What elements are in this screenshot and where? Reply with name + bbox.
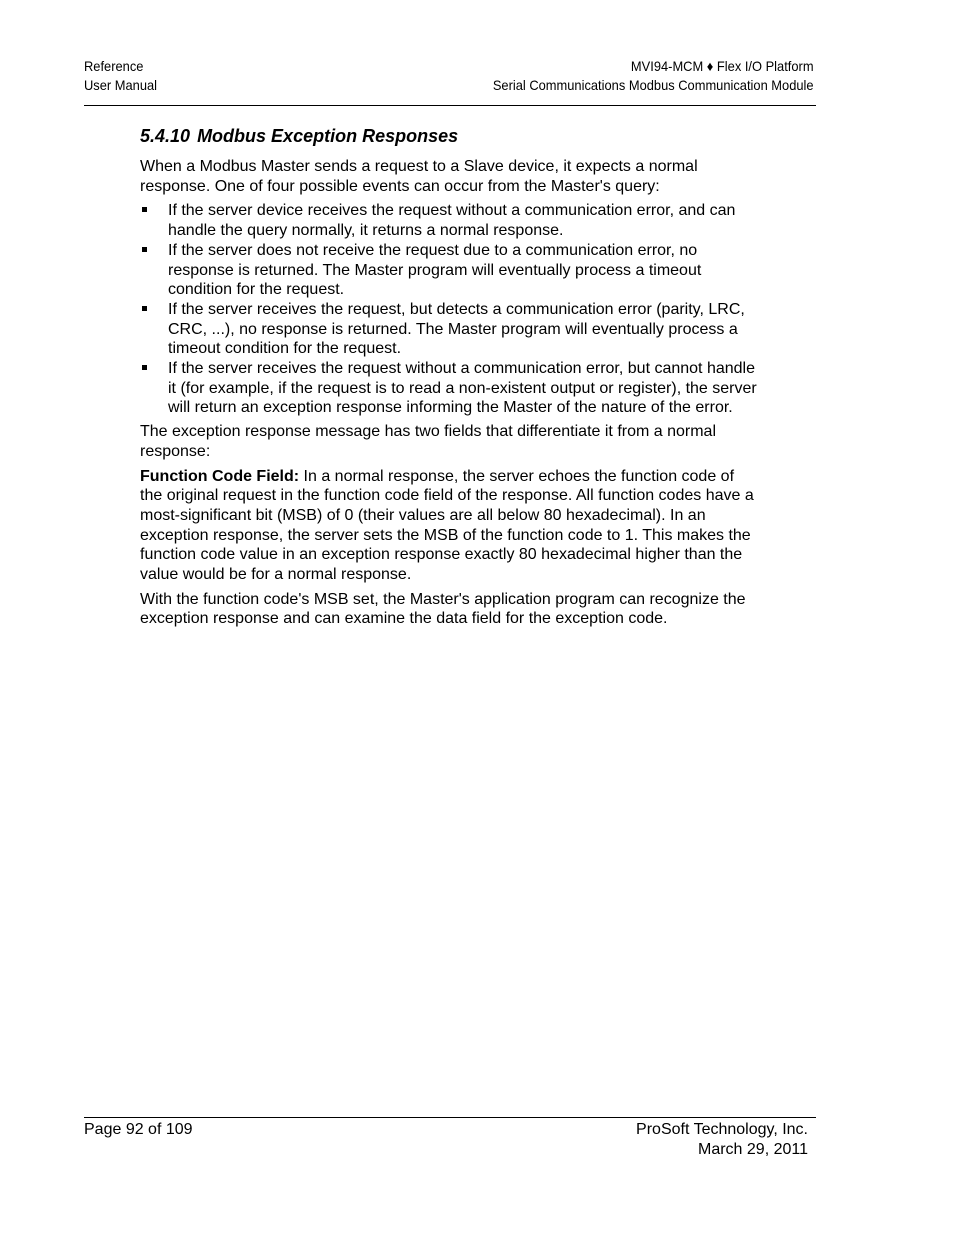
list-item-text: If the server receives the request, but detects a communication error (parity, LRC, CRC, ...), no response is returned. The Master program will eventually process a timeout condition for the request. xyxy=(168,300,745,358)
bullet-square-icon xyxy=(142,247,147,252)
section-heading xyxy=(140,125,760,147)
bullet-square-icon xyxy=(142,365,147,370)
header-product-description: Serial Communications Modbus Communication Module xyxy=(492,77,814,93)
section-title: Modbus Exception Responses xyxy=(197,126,459,146)
section-number: 5.4.10 xyxy=(140,126,191,146)
header-section-name: Reference xyxy=(84,58,144,74)
function-code-text: In a normal response, the server echoes the function code of the original request in the function code field of the response. All function codes have a most-significant bit (MSB) of 0 (their values are all below 80 hexadecimal). In an exception response, the server sets the MSB of the function code to 1. This makes the function code value in an exception response exactly 80 hexadecimal higher than the value would be for a normal response. xyxy=(140,467,754,584)
list-item-text: If the server receives the request without a communication error, but cannot handle it (for example, if the request is to read a non-existent output or register), the server will return an exception response informing the Master of the nature of the error. xyxy=(168,360,757,417)
function-code-label: Function Code Field: xyxy=(140,467,300,485)
footer-right xyxy=(636,1120,808,1159)
footer-page-number: Page 92 of 109 xyxy=(84,1121,193,1138)
header-right xyxy=(262,57,814,95)
header-product-name: MVI94-MCM ♦ Flex I/O Platform xyxy=(630,58,814,74)
list-item-text: If the server device receives the request without a communication error, and can handle the query normally, it returns a normal response. xyxy=(168,202,736,240)
list-item xyxy=(140,201,760,240)
footer-date: March 29, 2011 xyxy=(698,1140,808,1158)
event-list xyxy=(140,201,760,418)
exception-intro-paragraph: The exception response message has two fields that differentiate it from a normal response: xyxy=(140,423,717,460)
footer-divider xyxy=(84,1117,816,1118)
function-code-paragraph xyxy=(140,467,760,585)
bullet-square-icon xyxy=(142,207,147,212)
list-item xyxy=(140,241,760,300)
header-divider xyxy=(84,105,816,106)
page-header xyxy=(84,57,814,97)
list-item xyxy=(140,359,760,418)
header-doc-type: User Manual xyxy=(84,77,158,93)
footer-company: ProSoft Technology, Inc. xyxy=(636,1121,808,1138)
bullet-square-icon xyxy=(142,306,147,311)
list-item xyxy=(140,300,760,359)
intro-paragraph: When a Modbus Master sends a request to a Slave device, it expects a normal response. One of four possible events can occur from the Master's query: xyxy=(140,158,698,195)
page-content xyxy=(140,125,760,634)
msb-paragraph: With the function code's MSB set, the Master's application program can recognize the exception response and can examine the data field for the exception code. xyxy=(140,590,746,628)
list-item-text: If the server does not receive the request due to a communication error, no response is returned. The Master program will eventually process a timeout condition for the request. xyxy=(168,241,702,299)
